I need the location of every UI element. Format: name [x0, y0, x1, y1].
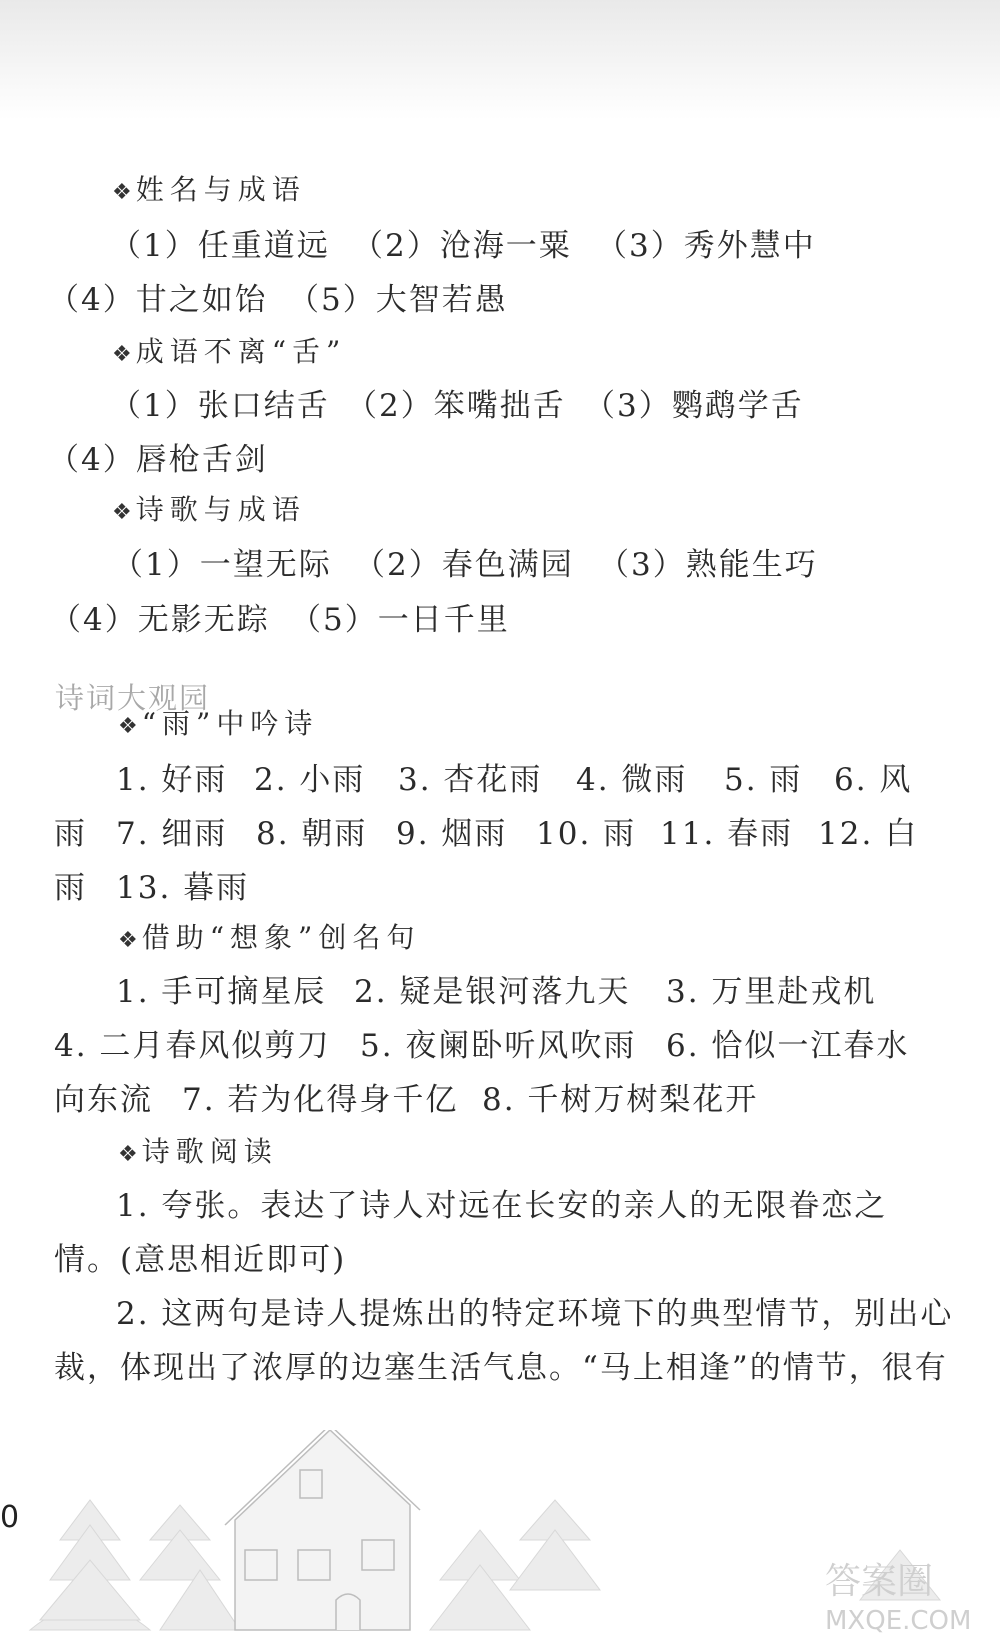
answer-item: 5. 夜阑卧听风吹雨 — [360, 1028, 637, 1064]
answer-item: 13. 暮雨 — [116, 870, 250, 906]
diamond-bullet-icon: ❖ — [112, 180, 132, 205]
answer-item: （1）任重道远 — [110, 228, 330, 264]
answer-item: （5）大智若愚 — [288, 282, 508, 318]
answer-item: 12. 白 — [818, 816, 919, 852]
diamond-bullet-icon: ❖ — [118, 714, 138, 739]
answer-item: 8. 千树万树梨花开 — [482, 1082, 759, 1118]
answer-item: 雨 — [54, 870, 87, 906]
answer-item: （4）甘之如饴 — [48, 282, 268, 318]
paragraph-text: 裁，体现出了浓厚的边塞生活气息。“马上相逢”的情节，很有 — [54, 1350, 948, 1386]
paragraph-text: 2. 这两句是诗人提炼出的特定环境下的典型情节，别出心 — [116, 1296, 954, 1332]
diamond-bullet-icon: ❖ — [112, 500, 132, 525]
paragraph-text: 1. 夸张。表达了诗人对远在长安的亲人的无限眷恋之 — [116, 1188, 888, 1224]
answer-item: 3. 万里赴戎机 — [666, 974, 877, 1010]
answer-item: （4）唇枪舌剑 — [48, 442, 268, 478]
watermark-logo — [820, 1545, 995, 1635]
diamond-bullet-icon: ❖ — [118, 1142, 138, 1167]
answer-item: （3）鹦鹉学舌 — [584, 388, 804, 424]
answer-item: 4. 微雨 — [576, 762, 688, 798]
answer-item: 雨 — [54, 816, 87, 852]
answer-item: （5）一日千里 — [290, 602, 510, 638]
answer-item: 4. 二月春风似剪刀 — [54, 1028, 331, 1064]
answer-item: 1. 好雨 — [116, 762, 228, 798]
answer-item: 6. 风 — [834, 762, 913, 798]
answer-item: 2. 疑是银河落九天 — [354, 974, 631, 1010]
svg-text:答案圈: 答案圈 — [825, 1561, 934, 1602]
answer-item: （2）春色满园 — [354, 547, 574, 583]
answer-item: 3. 杏花雨 — [398, 762, 543, 798]
top-background-fade — [0, 0, 1000, 120]
answer-item: （2）沧海一粟 — [352, 228, 572, 264]
answer-item: （3）熟能生巧 — [598, 547, 818, 583]
answer-item: 7. 细雨 — [116, 816, 228, 852]
paragraph-text: 情。(意思相近即可) — [54, 1242, 347, 1278]
answer-item: （1）一望无际 — [112, 547, 332, 583]
answer-item: 2. 小雨 — [254, 762, 366, 798]
page-number: 0 — [0, 1500, 20, 1535]
answer-item: （4）无影无踪 — [50, 602, 270, 638]
answer-item: 10. 雨 — [536, 816, 637, 852]
section-heading-poetry: 诗词大观园 — [55, 681, 211, 715]
svg-text:MXQE.COM: MXQE.COM — [825, 1606, 972, 1635]
answer-item: （2）笨嘴拙舌 — [346, 388, 566, 424]
diamond-bullet-icon: ❖ — [118, 928, 138, 953]
answer-item: 9. 烟雨 — [396, 816, 508, 852]
answer-item: 7. 若为化得身千亿 — [182, 1082, 459, 1118]
answer-item: 11. 春雨 — [660, 816, 794, 852]
answer-item: 8. 朝雨 — [256, 816, 368, 852]
answer-item: （3）秀外慧中 — [596, 228, 816, 264]
answer-item: 1. 手可摘星辰 — [116, 974, 327, 1010]
answer-item: （1）张口结舌 — [110, 388, 330, 424]
answer-item: 5. 雨 — [724, 762, 803, 798]
answer-item: 6. 恰似一江春水 — [666, 1028, 910, 1064]
diamond-bullet-icon: ❖ — [112, 342, 132, 367]
answer-item: 向东流 — [54, 1082, 153, 1118]
